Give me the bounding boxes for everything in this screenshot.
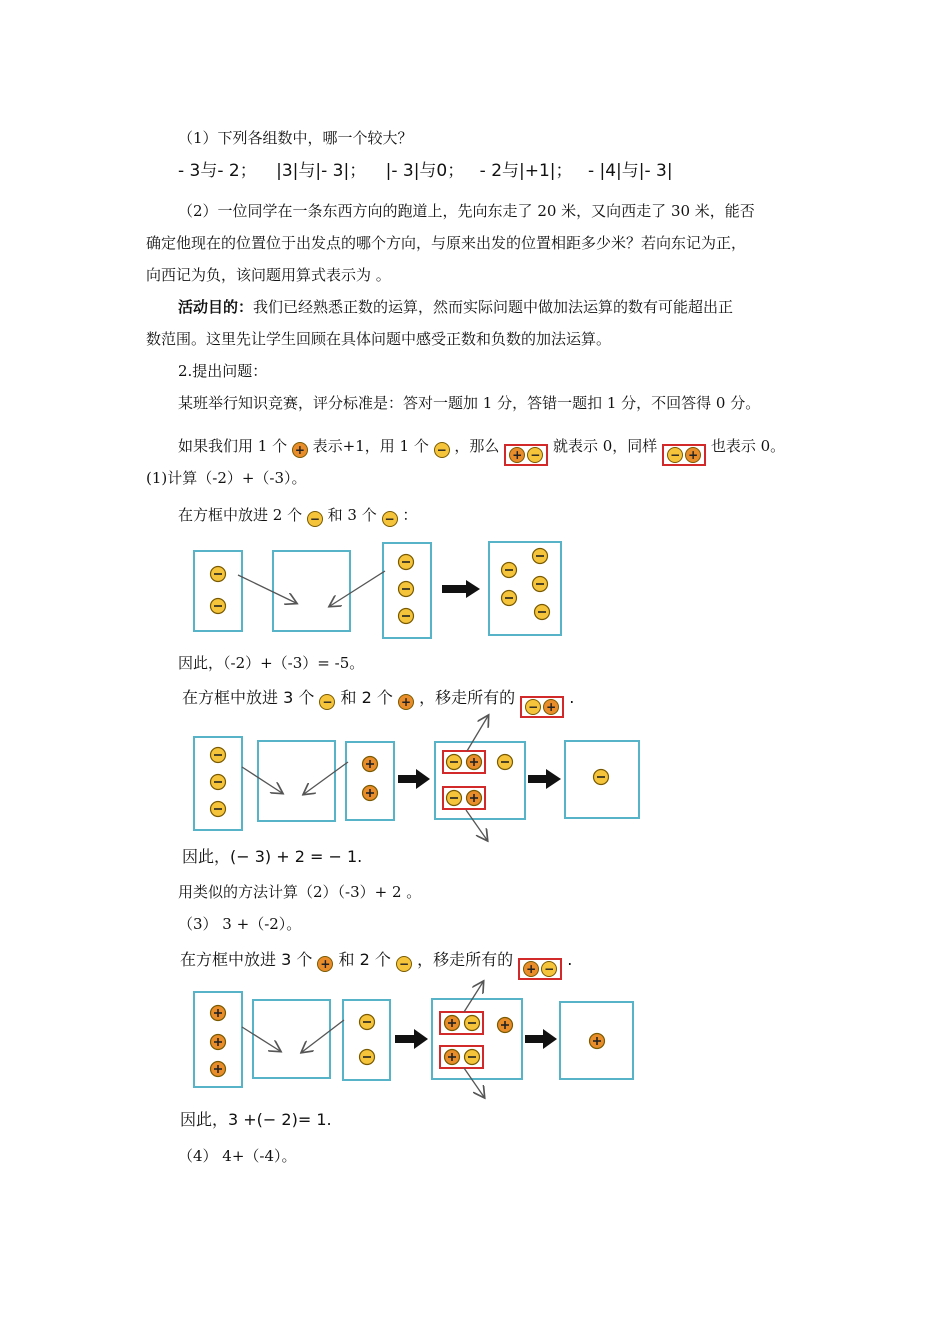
activity-purpose-line-2: 数范围。这里先让学生回顾在具体问题中感受正数和负数的加法运算。 — [146, 330, 612, 348]
instr-text: 在方框中放进 3 个 — [180, 950, 313, 969]
box-five-minus — [489, 542, 561, 635]
instr-text: 在方框中放进 2 个 — [178, 506, 303, 524]
plus-token-icon — [467, 791, 482, 806]
minus-token-icon — [498, 755, 513, 770]
example-2-result: 因此，(− 3) + 2 = − 1. — [182, 847, 363, 866]
minus-token-icon — [535, 605, 550, 620]
plus-token-icon: + — [543, 699, 559, 715]
right-arrow-icon — [442, 580, 480, 598]
expr-group-4: - 2与|+1|； — [479, 161, 573, 181]
plus-token-icon: + — [292, 442, 308, 458]
minus-token-icon — [447, 791, 462, 806]
token-text-5: 也表示 0。 — [710, 437, 786, 455]
minus-token-icon — [502, 591, 517, 606]
minus-token-icon: − — [434, 442, 450, 458]
plus-token-icon — [363, 757, 378, 772]
instr-text: 和 2 个 — [340, 688, 393, 707]
minus-token-icon — [447, 755, 462, 770]
right-arrow-icon — [395, 1029, 428, 1049]
minus-token-icon: − — [525, 699, 541, 715]
plus-token-icon — [467, 755, 482, 770]
plus-token-icon — [445, 1016, 460, 1031]
expr-group-1: - 3与- 2； — [178, 161, 257, 181]
minus-token-icon — [360, 1015, 375, 1030]
activity-purpose-text-1: 我们已经熟悉正数的运算，然而实际问题中做加法运算的数有可能超出正 — [253, 298, 734, 316]
minus-token-icon: − — [382, 511, 398, 527]
minus-token-icon — [211, 567, 226, 582]
question-2-line-1: （2）一位同学在一条东西方向的跑道上，先向东走了 20 米，又向西走了 30 米，能否 — [178, 202, 755, 220]
instr-text: . — [567, 950, 573, 969]
plus-token-icon: + — [523, 961, 539, 977]
token-text-1: 如果我们用 1 个 — [178, 437, 288, 455]
minus-token-icon — [399, 582, 414, 597]
calc-1-result: 因此，（-2）+（-3）= -5。 — [178, 654, 365, 672]
scoring-rule: 某班举行知识竞赛，评分标准是：答对一题加 1 分，答错一题扣 1 分，不回答得 0 分。 — [178, 394, 761, 412]
expr-group-5: - |4|与|- 3| — [587, 161, 673, 181]
minus-token-icon — [594, 770, 609, 785]
calc-3-label: （3） 3 +（-2）。 — [178, 915, 302, 933]
calc-1-label: (1)计算（-2）+（-3）。 — [146, 469, 307, 487]
example-2-instruction — [182, 688, 574, 718]
section-2-title: 2.提出问题： — [178, 362, 268, 380]
plus-token-icon: + — [685, 447, 701, 463]
instr-text: 和 3 个 — [327, 506, 377, 524]
right-arrow-icon — [398, 769, 430, 789]
minus-token-icon — [399, 555, 414, 570]
example-3-result: 因此，3 +(− 2)= 1. — [180, 1110, 332, 1129]
plus-token-icon — [445, 1050, 460, 1065]
plus-token-icon — [498, 1018, 513, 1033]
minus-token-icon — [211, 748, 226, 763]
minus-token-icon: − — [667, 447, 683, 463]
plus-token-icon — [590, 1034, 605, 1049]
token-text-3: ，那么 — [454, 437, 500, 455]
plus-token-icon — [211, 1062, 226, 1077]
instr-text: ： — [402, 506, 418, 524]
box-mixed — [435, 742, 525, 819]
example-3-instruction — [180, 950, 572, 980]
plus-token-icon: + — [398, 694, 414, 710]
instr-text: . — [569, 688, 575, 707]
minus-token-icon — [211, 802, 226, 817]
minus-plus-pair-icon — [520, 696, 564, 718]
activity-purpose-label: 活动目的： — [178, 298, 254, 316]
minus-token-icon — [465, 1016, 480, 1031]
minus-token-icon — [399, 609, 414, 624]
minus-token-icon — [533, 577, 548, 592]
minus-token-icon — [211, 599, 226, 614]
plus-token-icon — [211, 1006, 226, 1021]
plus-minus-pair-icon — [518, 958, 562, 980]
diagram-3 — [194, 982, 633, 1097]
diagram-2 — [194, 716, 639, 840]
diagram-1 — [194, 542, 561, 638]
instr-text: ，移走所有的 — [417, 950, 514, 969]
question-1: （1）下列各组数中，哪一个较大？ — [178, 129, 413, 147]
minus-token-icon: − — [541, 961, 557, 977]
plus-token-icon: + — [509, 447, 525, 463]
minus-token-icon — [360, 1050, 375, 1065]
box-two-minus — [343, 1000, 390, 1080]
minus-token-icon: − — [527, 447, 543, 463]
expr-group-3: |- 3|与0； — [385, 161, 465, 181]
empty-box — [273, 551, 350, 631]
minus-token-icon — [211, 775, 226, 790]
minus-token-icon: − — [319, 694, 335, 710]
instr-text: 和 2 个 — [338, 950, 391, 969]
question-2-line-3: 向西记为负，该问题用算式表示为 。 — [146, 266, 391, 284]
right-arrow-icon — [525, 1029, 557, 1049]
right-arrow-icon — [528, 769, 561, 789]
token-text-4: 就表示 0，同样 — [553, 437, 658, 455]
instr-text: 在方框中放进 3 个 — [182, 688, 315, 707]
empty-box — [258, 741, 335, 821]
calc-2-label: 用类似的方法计算（2）（-3）+ 2 。 — [178, 883, 422, 901]
minus-token-icon: − — [396, 956, 412, 972]
plus-token-icon: + — [317, 956, 333, 972]
expr-group-2: |3|与|- 3|； — [276, 161, 367, 181]
minus-token-icon — [465, 1050, 480, 1065]
plus-token-icon — [363, 786, 378, 801]
minus-token-icon: − — [307, 511, 323, 527]
instr-text: ，移走所有的 — [419, 688, 516, 707]
minus-token-icon — [502, 563, 517, 578]
plus-token-icon — [211, 1035, 226, 1050]
question-2-line-2: 确定他现在的位置位于出发点的哪个方向，与原来出发的位置相距多少米？若向东记为正， — [146, 234, 747, 252]
calc-4-label: （4） 4+（-4）。 — [178, 1147, 297, 1165]
minus-token-icon — [533, 549, 548, 564]
box-two-plus — [346, 742, 394, 820]
token-text-2: 表示+1，用 1 个 — [312, 437, 429, 455]
box-two-minus — [194, 551, 242, 631]
